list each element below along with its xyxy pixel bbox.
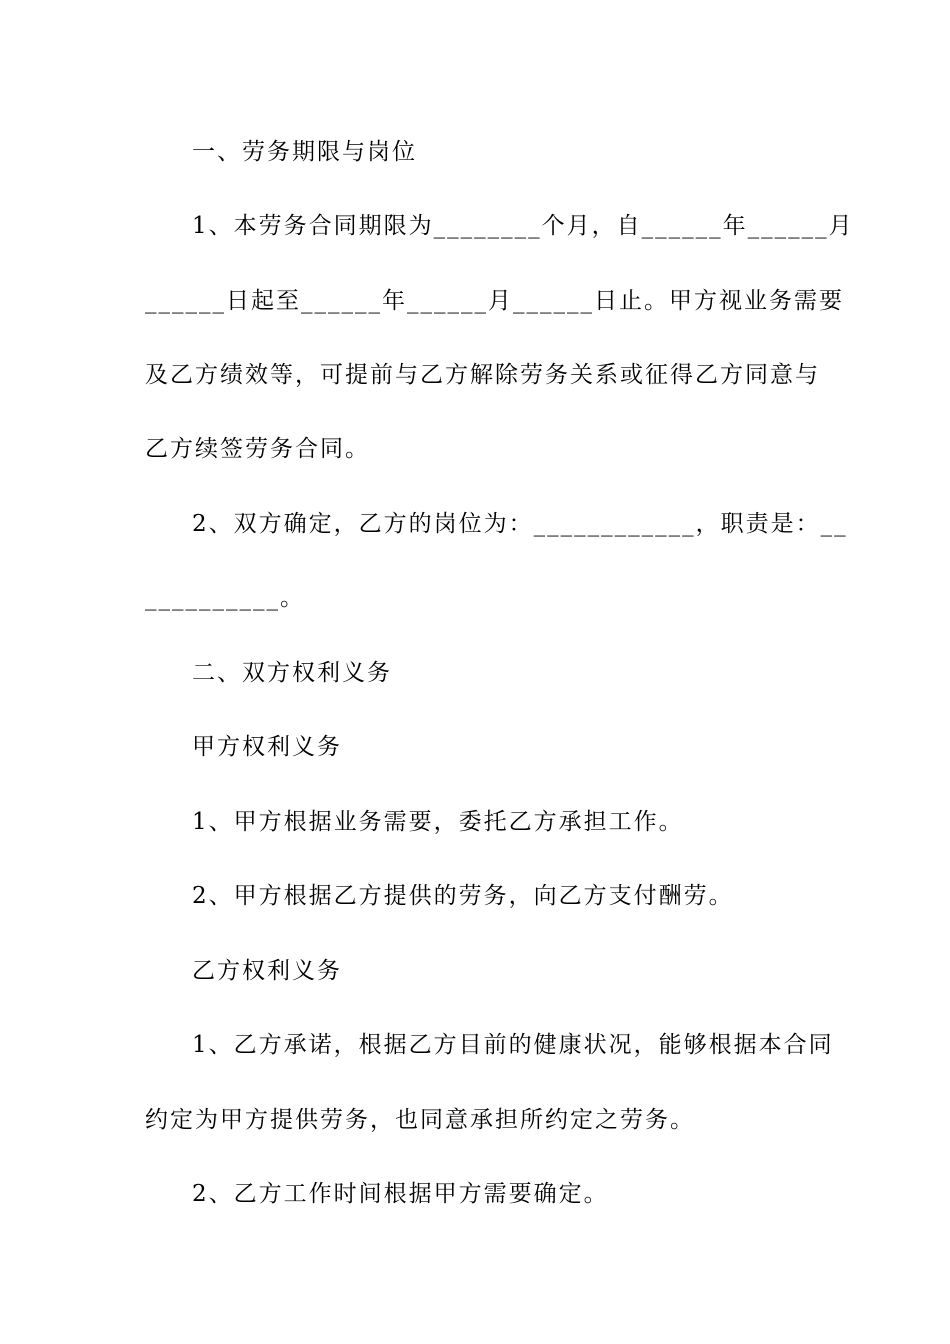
section-two-heading: 二、双方权利义务 bbox=[192, 660, 392, 686]
clause-2-line-2: __________。 bbox=[145, 585, 305, 611]
party-a-item-1: 1、甲方根据业务需要，委托乙方承担工作。 bbox=[192, 809, 684, 835]
party-a-item-2: 2、甲方根据乙方提供的劳务，向乙方支付酬劳。 bbox=[192, 883, 734, 909]
party-b-heading: 乙方权利义务 bbox=[192, 958, 342, 984]
party-b-item-1-line-2: 约定为甲方提供劳务，也同意承担所约定之劳务。 bbox=[145, 1107, 695, 1133]
clause-1-line-4: 乙方续签劳务合同。 bbox=[145, 436, 370, 462]
clause-2-line-1: 2、双方确定，乙方的岗位为：____________，职责是：__ bbox=[192, 511, 848, 537]
party-a-heading: 甲方权利义务 bbox=[192, 734, 342, 760]
party-b-item-1-line-1: 1、乙方承诺，根据乙方目前的健康状况，能够根据本合同 bbox=[192, 1032, 834, 1058]
clause-1-line-3: 及乙方绩效等，可提前与乙方解除劳务关系或征得乙方同意与 bbox=[145, 362, 820, 388]
clause-1-line-2: ______日起至______年______月______日止。甲方视业务需要 bbox=[145, 288, 844, 314]
clause-1-line-1: 1、本劳务合同期限为________个月，自______年______月 bbox=[192, 213, 854, 239]
section-one-heading: 一、劳务期限与岗位 bbox=[192, 139, 417, 165]
party-b-item-2: 2、乙方工作时间根据甲方需要确定。 bbox=[192, 1181, 609, 1207]
